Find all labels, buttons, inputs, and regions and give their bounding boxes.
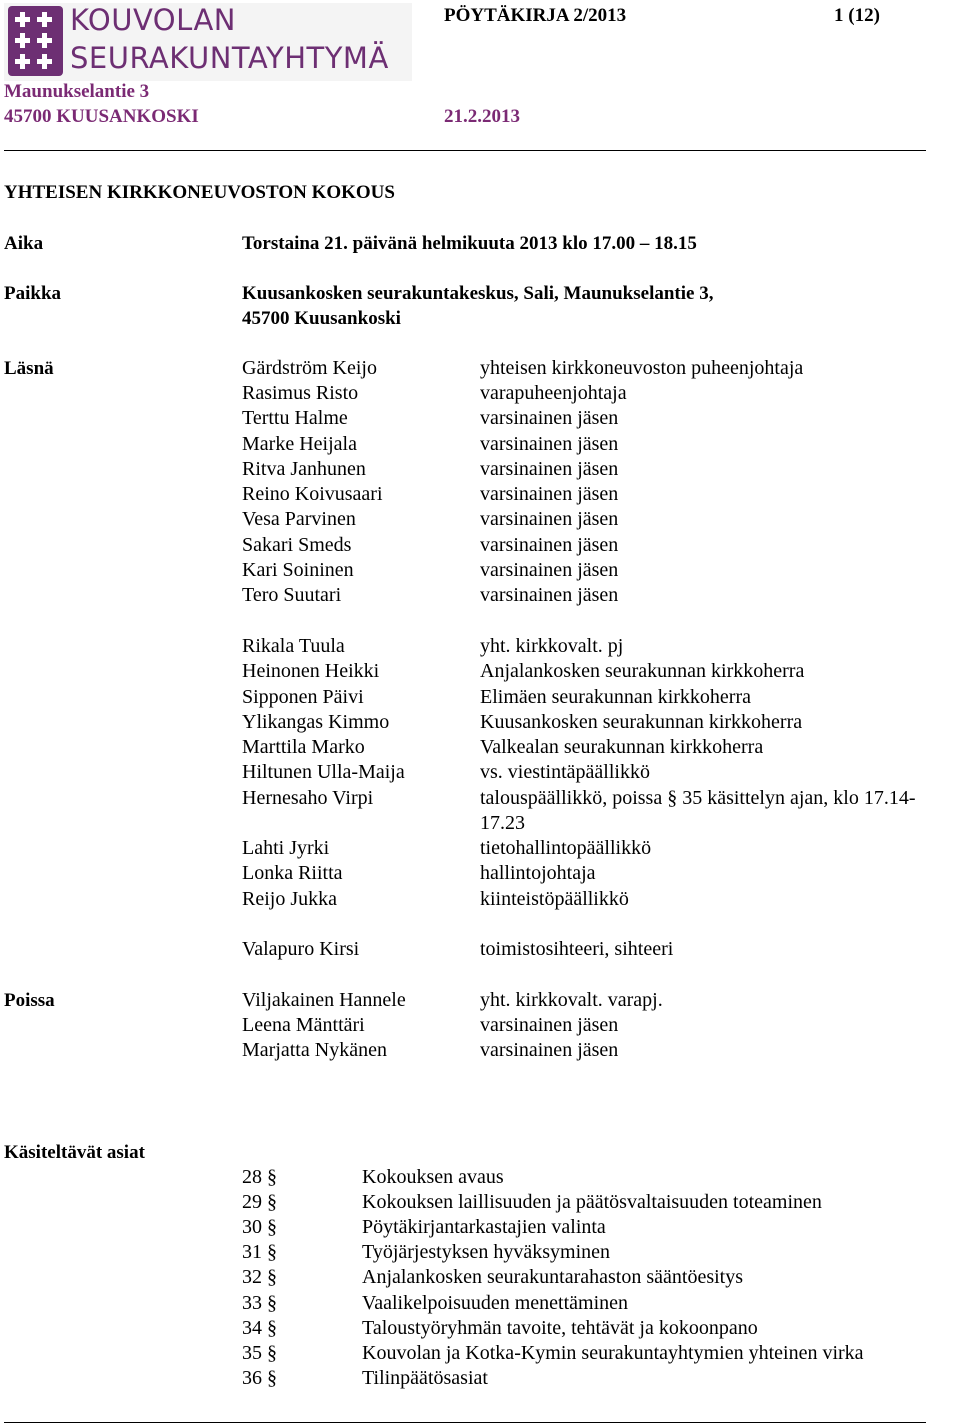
agenda-item-number: 31 § <box>242 1241 277 1263</box>
paikka-value-line-1: Kuusankosken seurakuntakeskus, Sali, Maunukselantie 3, <box>242 283 714 304</box>
agenda-item-title: Kokouksen avaus <box>362 1166 504 1188</box>
agenda-item-title: Pöytäkirjantarkastajien valinta <box>362 1216 606 1238</box>
agenda-item-number: 35 § <box>242 1342 277 1364</box>
agenda-item-title: Anjalankosken seurakuntarahaston sääntöesitys <box>362 1266 744 1288</box>
attendee-name: Reijo Jukka <box>242 888 337 910</box>
meeting-title: YHTEISEN KIRKKONEUVOSTON KOKOUS <box>4 182 395 203</box>
attendee-role: talouspäällikkö, poissa § 35 käsittelyn ajan, klo 17.14- <box>480 787 916 809</box>
attendee-name: Rikala Tuula <box>242 635 345 657</box>
attendee-name: Ritva Janhunen <box>242 458 366 480</box>
absentee-name: Leena Mänttäri <box>242 1014 365 1036</box>
attendee-role: Elimäen seurakunnan kirkkoherra <box>480 686 752 708</box>
agenda-item-title: Työjärjestyksen hyväksyminen <box>362 1241 610 1263</box>
header-divider <box>4 150 926 151</box>
paikka-label: Paikka <box>4 283 62 304</box>
attendee-role: Kuusankosken seurakunnan kirkkoherra <box>480 711 803 733</box>
aika-label: Aika <box>4 233 44 254</box>
attendee-role: varsinainen jäsen <box>480 433 619 455</box>
agenda-item-title: Kokouksen laillisuuden ja päätösvaltaisuuden toteaminen <box>362 1191 822 1213</box>
footer-divider <box>4 1422 926 1423</box>
aika-value: Torstaina 21. päivänä helmikuuta 2013 klo 17.00 – 18.15 <box>242 233 697 254</box>
agenda-item-title: Kouvolan ja Kotka-Kymin seurakuntayhtymien yhteinen virka <box>362 1342 864 1364</box>
attendee-name: Terttu Halme <box>242 407 348 429</box>
attendee-role: kiinteistöpäällikkö <box>480 888 629 910</box>
attendee-name: Marke Heijala <box>242 433 357 455</box>
page-number: 1 (12) <box>834 5 880 26</box>
attendee-role: vs. viestintäpäällikkö <box>480 761 650 783</box>
attendee-name: Sakari Smeds <box>242 534 352 556</box>
attendee-name: Sipponen Päivi <box>242 686 364 708</box>
attendee-name: Lahti Jyrki <box>242 837 330 859</box>
absentee-name: Marjatta Nykänen <box>242 1039 387 1061</box>
attendee-role: varapuheenjohtaja <box>480 382 627 404</box>
cross-icon <box>8 6 63 76</box>
lasna-label: Läsnä <box>4 358 54 379</box>
attendee-role: Valkealan seurakunnan kirkkoherra <box>480 736 764 758</box>
absentee-role: varsinainen jäsen <box>480 1039 619 1061</box>
attendee-name: Kari Soininen <box>242 559 354 581</box>
agenda-item-title: Tilinpäätösasiat <box>362 1367 488 1389</box>
attendee-role: varsinainen jäsen <box>480 407 619 429</box>
attendee-name: Marttila Marko <box>242 736 365 758</box>
attendee-role: varsinainen jäsen <box>480 559 619 581</box>
logo-line-2: SEURAKUNTAYHTYMÄ <box>70 41 389 75</box>
agenda-item-number: 32 § <box>242 1266 277 1288</box>
attendee-role: yhteisen kirkkoneuvoston puheenjohtaja <box>480 357 804 379</box>
agenda-item-number: 33 § <box>242 1292 277 1314</box>
attendee-role: varsinainen jäsen <box>480 584 619 606</box>
attendee-name: Vesa Parvinen <box>242 508 356 530</box>
attendee-role: varsinainen jäsen <box>480 534 619 556</box>
agenda-item-number: 28 § <box>242 1166 277 1188</box>
logo-line-1: KOUVOLAN <box>70 3 236 37</box>
attendee-name: Hiltunen Ulla-Maija <box>242 761 405 783</box>
attendee-name: Rasimus Risto <box>242 382 359 404</box>
agenda-item-title: Vaalikelpoisuuden menettäminen <box>362 1292 629 1314</box>
address-line-1: Maunukselantie 3 <box>4 81 150 102</box>
attendee-name: Gärdström Keijo <box>242 357 377 379</box>
secretary-name: Valapuro Kirsi <box>242 938 360 960</box>
document-title: PÖYTÄKIRJA 2/2013 <box>444 5 627 26</box>
attendee-role: varsinainen jäsen <box>480 483 619 505</box>
attendee-role: varsinainen jäsen <box>480 458 619 480</box>
agenda-item-number: 34 § <box>242 1317 277 1339</box>
address-line-2: 45700 KUUSANKOSKI <box>4 106 199 127</box>
absentee-role: yht. kirkkovalt. varapj. <box>480 989 663 1011</box>
attendee-role: varsinainen jäsen <box>480 508 619 530</box>
agenda-label: Käsiteltävät asiat <box>4 1142 145 1163</box>
attendee-name: Tero Suutari <box>242 584 342 606</box>
attendee-role: yht. kirkkovalt. pj <box>480 635 624 657</box>
agenda-item-number: 36 § <box>242 1367 277 1389</box>
document-date: 21.2.2013 <box>444 106 520 127</box>
secretary-role: toimistosihteeri, sihteeri <box>480 938 674 960</box>
attendee-name: Ylikangas Kimmo <box>242 711 390 733</box>
absentee-name: Viljakainen Hannele <box>242 989 406 1011</box>
agenda-item-title: Taloustyöryhmän tavoite, tehtävät ja kokoonpano <box>362 1317 758 1339</box>
logo <box>4 3 412 81</box>
attendee-name: Heinonen Heikki <box>242 660 380 682</box>
attendee-role: Anjalankosken seurakunnan kirkkoherra <box>480 660 805 682</box>
paikka-value-line-2: 45700 Kuusankoski <box>242 308 401 329</box>
agenda-item-number: 30 § <box>242 1216 277 1238</box>
attendee-name: Hernesaho Virpi <box>242 787 374 809</box>
attendee-role: tietohallintopäällikkö <box>480 837 652 859</box>
attendee-name: Reino Koivusaari <box>242 483 383 505</box>
attendee-role: hallintojohtaja <box>480 862 596 884</box>
agenda-item-number: 29 § <box>242 1191 277 1213</box>
absentee-role: varsinainen jäsen <box>480 1014 619 1036</box>
poissa-label: Poissa <box>4 990 55 1011</box>
attendee-name: Lonka Riitta <box>242 862 343 884</box>
attendee-role-continued: 17.23 <box>480 812 525 834</box>
